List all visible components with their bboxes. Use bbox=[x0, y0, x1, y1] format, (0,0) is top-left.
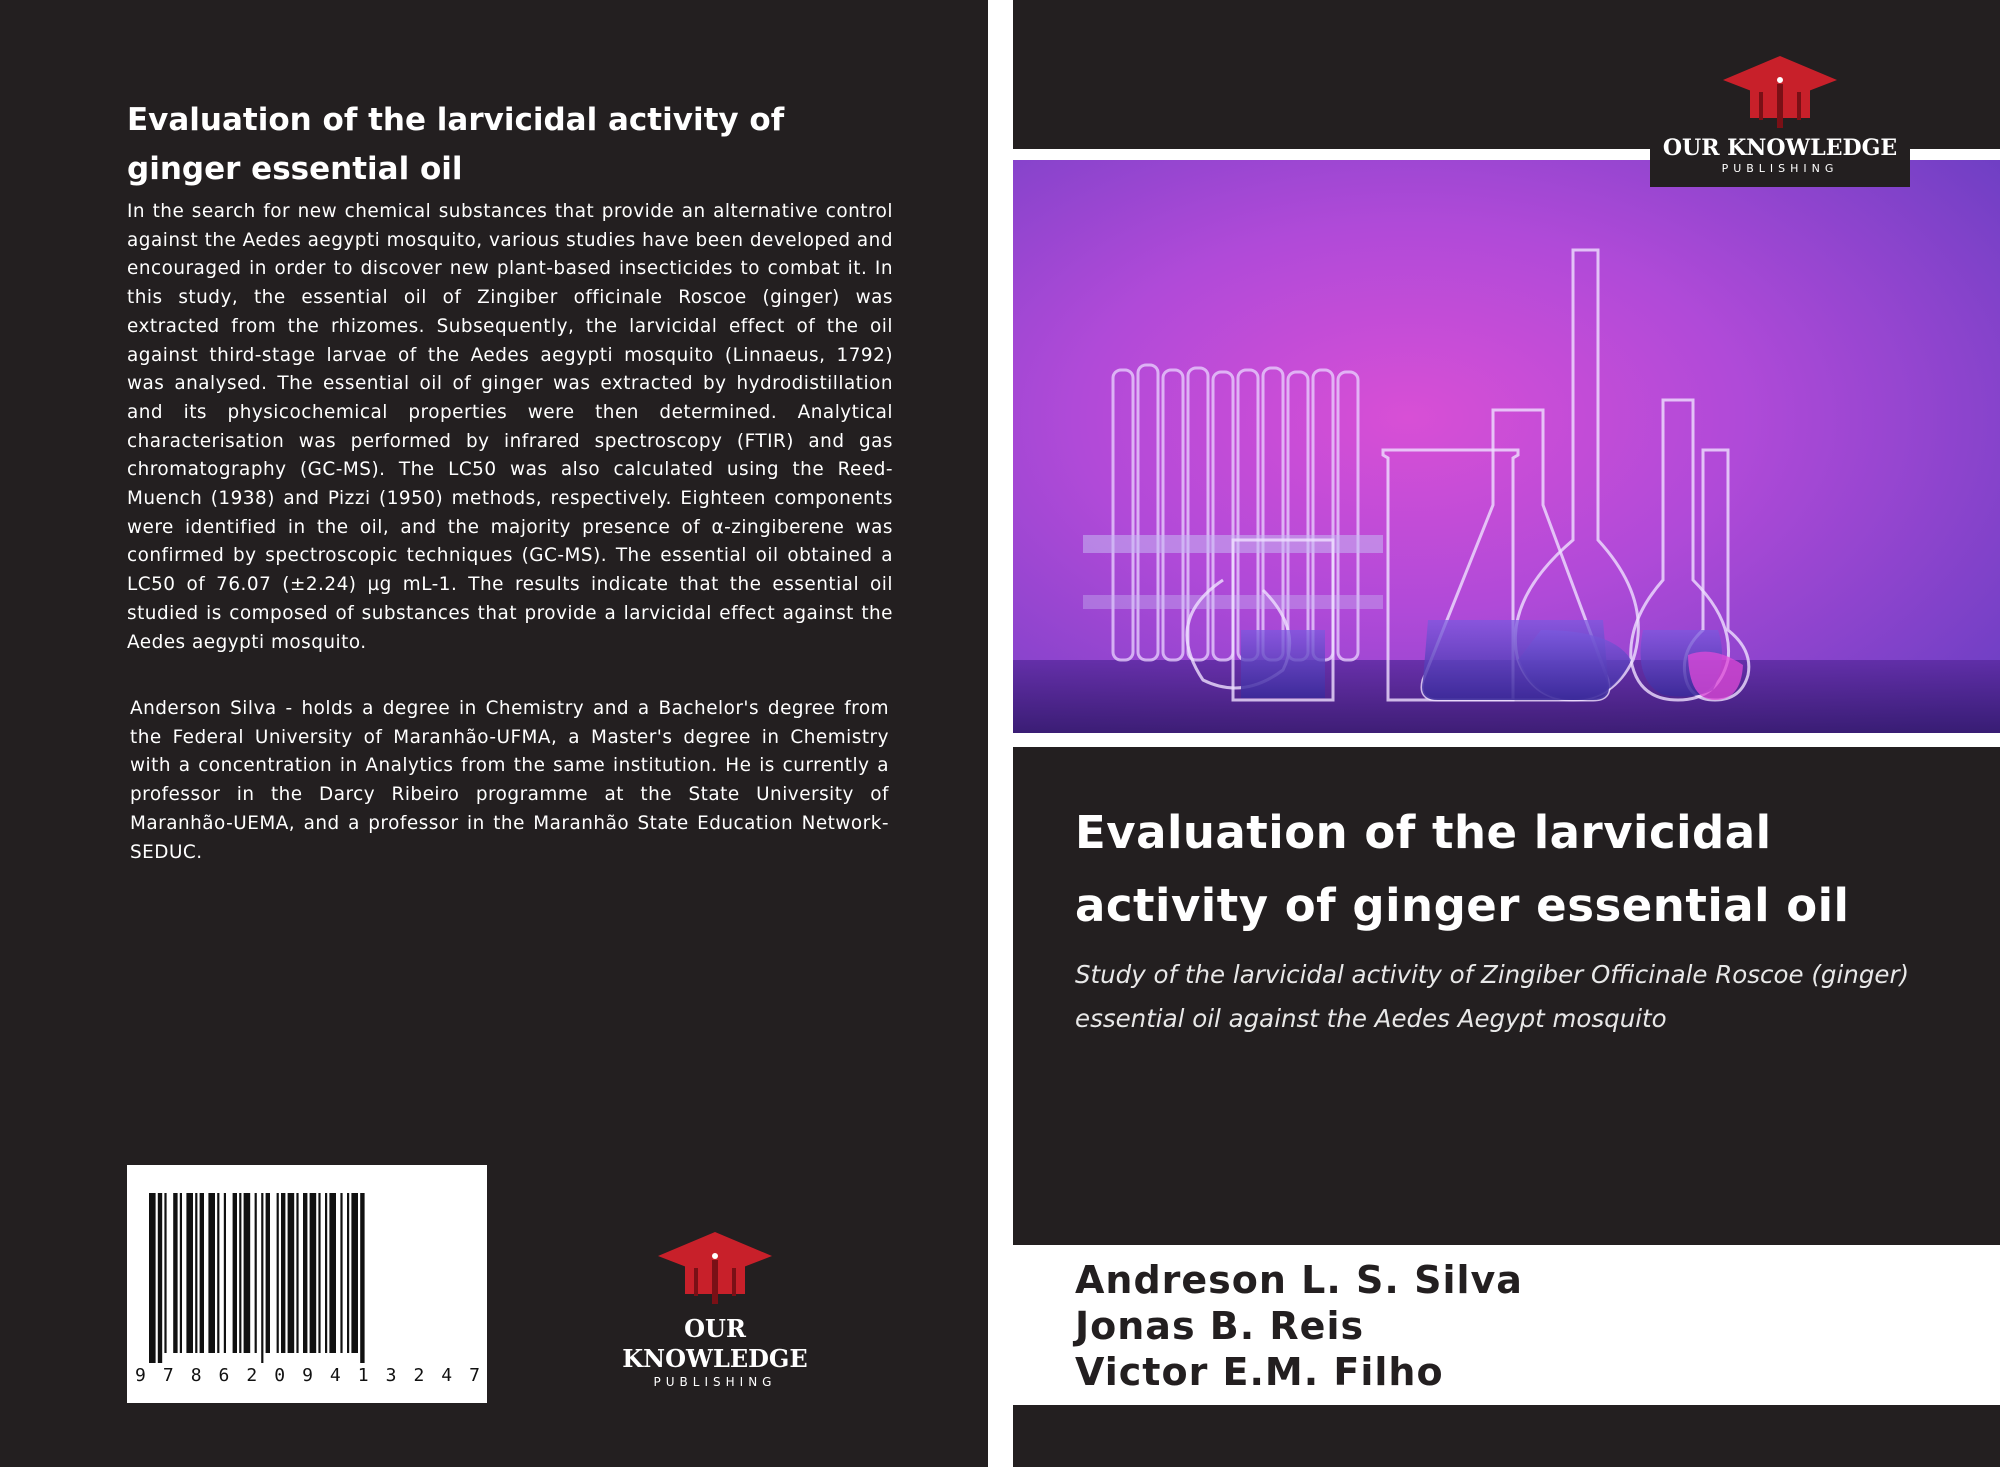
barcode-bar bbox=[224, 1193, 226, 1353]
barcode-bar bbox=[200, 1193, 204, 1353]
barcode-bars bbox=[127, 1165, 487, 1365]
back-publisher-logo bbox=[590, 1230, 840, 1389]
glassware-illustration bbox=[1013, 160, 2000, 733]
barcode-bar bbox=[186, 1193, 193, 1353]
barcode-bar bbox=[158, 1193, 162, 1363]
isbn-digit: 3 bbox=[385, 1365, 397, 1386]
barcode-bar bbox=[340, 1193, 342, 1353]
barcode-bar bbox=[255, 1193, 257, 1353]
isbn-digit: 4 bbox=[329, 1365, 341, 1386]
barcode-bar bbox=[347, 1193, 349, 1353]
isbn-digit: 6 bbox=[218, 1365, 230, 1386]
isbn-digits bbox=[135, 1365, 480, 1386]
laboratory-glassware-photo bbox=[1013, 160, 2000, 733]
back-cover bbox=[0, 0, 988, 1467]
barcode-bar bbox=[149, 1193, 156, 1363]
isbn-digit: 9 bbox=[302, 1365, 313, 1386]
front-cover-title: Evaluation of the larvicidal activity of ginger essential oil bbox=[1075, 806, 1850, 932]
spine-gap bbox=[988, 0, 1013, 1467]
author-name: Victor E.M. Filho bbox=[1075, 1350, 1444, 1394]
author-name: Andreson L. S. Silva bbox=[1075, 1258, 1523, 1302]
barcode-bar bbox=[261, 1193, 263, 1363]
barcode-bar bbox=[180, 1193, 182, 1353]
isbn-digit: 8 bbox=[190, 1365, 202, 1386]
isbn-digit: 9 bbox=[135, 1365, 146, 1386]
barcode-bar bbox=[303, 1193, 307, 1353]
barcode-bar bbox=[288, 1193, 295, 1353]
author-name: Jonas B. Reis bbox=[1075, 1304, 1365, 1348]
barcode-bar bbox=[208, 1193, 215, 1353]
barcode-bar bbox=[164, 1193, 166, 1353]
isbn-digit: 7 bbox=[469, 1365, 480, 1386]
barcode-bar bbox=[195, 1193, 197, 1353]
barcode-bar bbox=[325, 1193, 327, 1353]
barcode-bar bbox=[318, 1193, 320, 1353]
back-publisher-name: OUR KNOWLEDGE bbox=[622, 1314, 808, 1373]
back-cover-title: Evaluation of the larvicidal activity of ginger essential oil bbox=[127, 102, 785, 187]
barcode-bar bbox=[239, 1193, 241, 1353]
barcode-bar bbox=[266, 1193, 270, 1353]
back-cover-abstract: In the search for new chemical substances that provide an alternative control against the Aedes aegypti mosquito, various studies have been developed and encouraged in order to discover new plant-based insecticides to combat it. In this study, the essential oil of Zingiber officinale Roscoe (ginger) was extracted from the rhizomes. Subsequently, the larvicidal effect of the oil against third-stage larvae of the Aedes aegypti mosquito (Linnaeus, 1792) was analysed. The essential oil of ginger was extracted by hydrodistillation and its physicochemical properties were then determined. Analytical characterisation was performed by infrared spectroscopy (FTIR) and gas chromatography (GC-MS). The LC50 was also calculated using the Reed-Muench (1938) and Pizzi (1950) methods, respectively. Eighteen components were identified in the oil, and the majority presence of α-zingiberene was confirmed by spectroscopic techniques (GC-MS). The essential oil obtained a LC50 of 76.07 (±2.24) µg mL-1. The results indicate that the essential oil studied is composed of substances that provide a larvicidal effect against the Aedes aegypti mosquito. bbox=[127, 201, 894, 653]
barcode-bar bbox=[173, 1193, 177, 1353]
author-bio: Anderson Silva - holds a degree in Chemistry and a Bachelor's degree from the Federal University of Maranhão-UFMA, a Master's degree in Chemistry with a concentration in Analytics from the same institution. He is currently a professor in the Darcy Ribeiro programme at the State University of Maranhão-UEMA, and a professor in the Maranhão State Education Network-SEDUC. bbox=[130, 698, 889, 863]
barcode-bar bbox=[244, 1193, 251, 1353]
barcode-bar bbox=[351, 1193, 358, 1353]
isbn-digit: 4 bbox=[441, 1365, 453, 1386]
barcode-bar bbox=[360, 1193, 364, 1363]
barcode-bar bbox=[233, 1193, 237, 1353]
front-publisher-logo bbox=[1650, 50, 1910, 187]
barcode-bar bbox=[296, 1193, 298, 1353]
front-cover-bottom-band bbox=[1013, 1405, 2000, 1467]
isbn-digit: 1 bbox=[357, 1365, 369, 1386]
back-publisher-tagline: PUBLISHING bbox=[653, 1375, 777, 1389]
graduation-cap-logo-icon bbox=[1650, 50, 1910, 130]
front-publisher-name: OUR KNOWLEDGE bbox=[1662, 135, 1898, 161]
isbn-digit: 0 bbox=[274, 1365, 286, 1386]
isbn-digit: 2 bbox=[246, 1365, 258, 1386]
front-publisher-tagline: PUBLISHING bbox=[1721, 162, 1839, 175]
isbn-barcode bbox=[127, 1165, 487, 1403]
barcode-bar bbox=[329, 1193, 336, 1353]
isbn-digit: 2 bbox=[413, 1365, 425, 1386]
barcode-bar bbox=[281, 1193, 285, 1353]
front-cover-subtitle: Study of the larvicidal activity of Zingiber Officinale Roscoe (ginger) essential oil against the Aedes Aegypt mosquito bbox=[1075, 960, 1910, 1033]
barcode-bar bbox=[277, 1193, 279, 1353]
graduation-cap-logo-icon bbox=[590, 1230, 840, 1310]
barcode-bar bbox=[217, 1193, 219, 1353]
isbn-digit: 7 bbox=[162, 1365, 174, 1386]
barcode-bar bbox=[310, 1193, 317, 1353]
